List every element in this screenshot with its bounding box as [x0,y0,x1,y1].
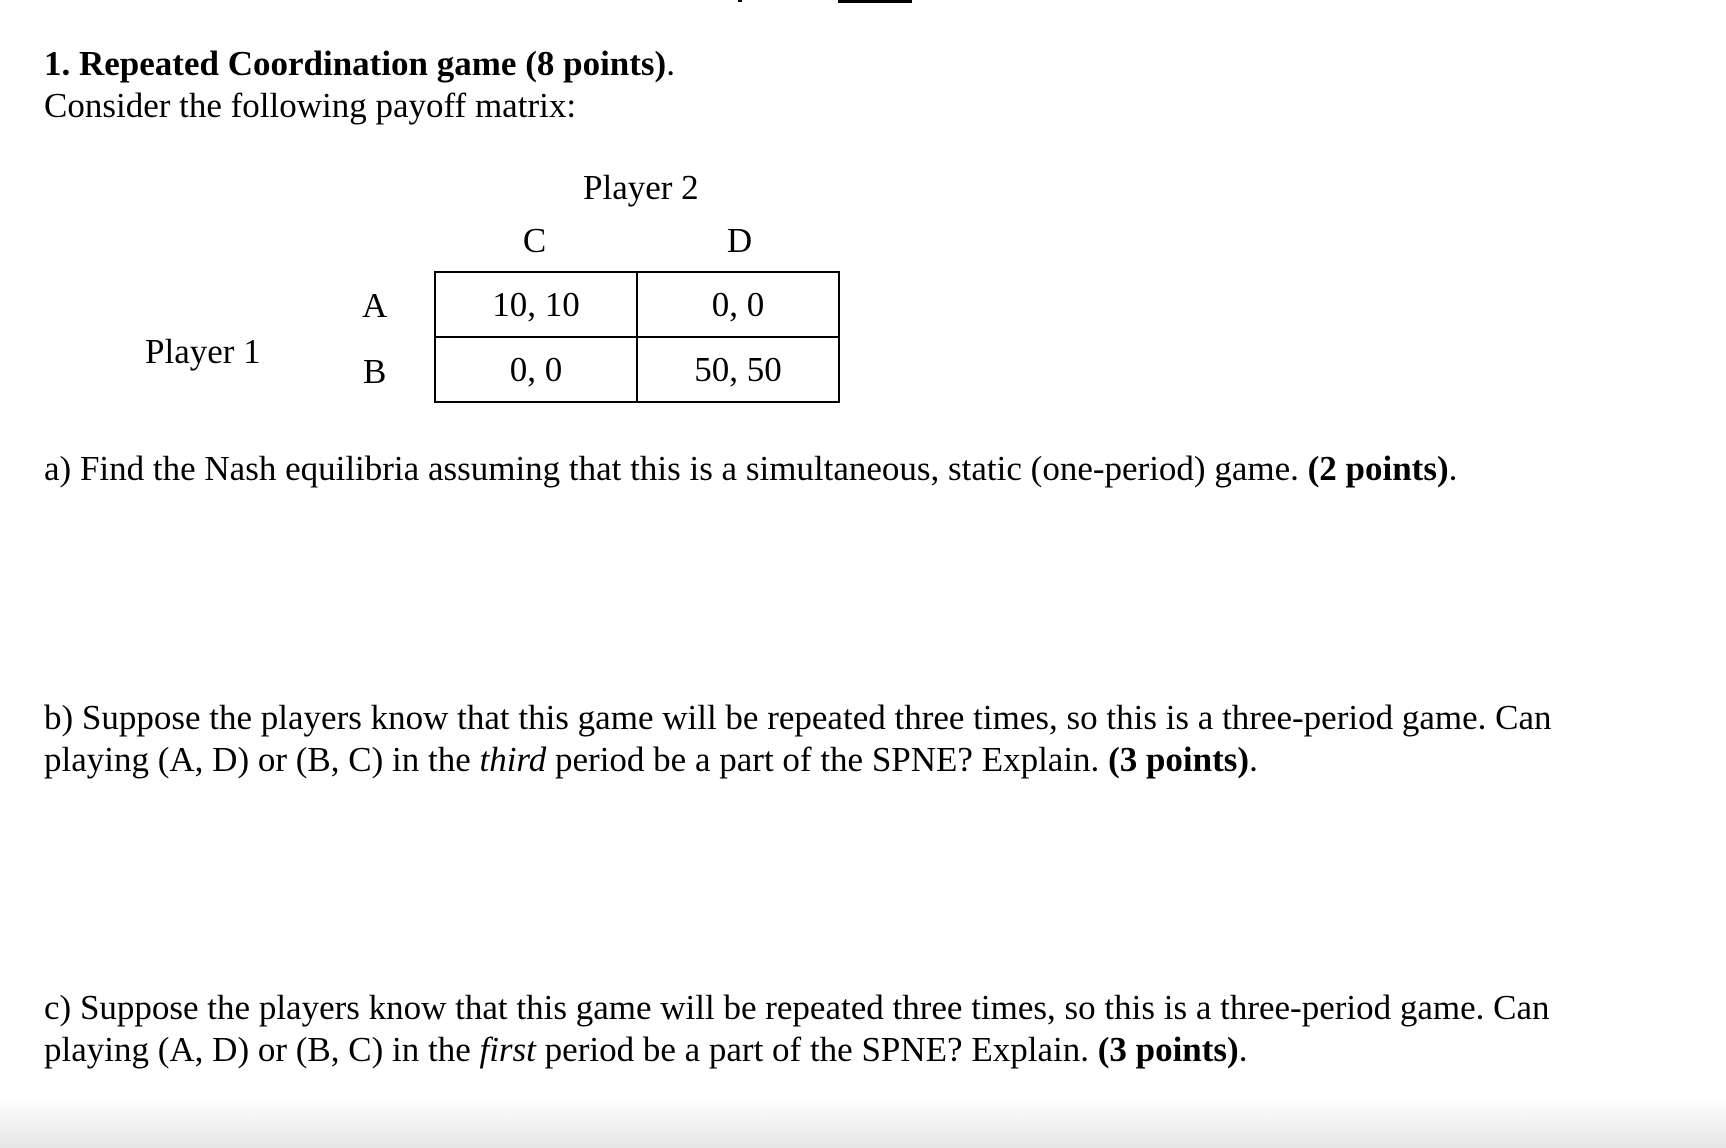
part-c-line1: c) Suppose the players know that this game will be repeated three times, so this is a three-period game. Can [44,988,1550,1027]
column-label-c: C [522,221,547,260]
row-label-a: A [362,286,388,325]
payoff-cell-a-d: 0, 0 [637,272,839,337]
question-intro: Consider the following payoff matrix: [44,86,577,125]
player1-label: Player 1 [145,332,261,371]
player2-label: Player 2 [583,168,699,207]
part-b-line2: playing (A, D) or (B, C) in the third period be a part of the SPNE? Explain. (3 points). [44,740,1258,779]
payoff-cell-b-c: 0, 0 [435,337,637,402]
page-bottom-shadow [0,1100,1726,1148]
part-b-points: (3 points) [1108,740,1250,779]
part-b-line1: b) Suppose the players know that this game will be repeated three times, so this is a three-period game. Can [44,698,1552,737]
payoff-cell-a-c: 10, 10 [435,272,637,337]
payoff-matrix [434,271,840,403]
part-c-points: (3 points) [1097,1030,1239,1069]
part-a-text: a) Find the Nash equilibria assuming that this is a simultaneous, static (one-period) game. [44,449,1308,488]
column-label-d: D [726,221,753,260]
question-title-bold: 1. Repeated Coordination game (8 points) [44,44,667,83]
payoff-cell-b-d: 50, 50 [637,337,839,402]
page-top-mark-left [738,0,742,2]
part-a: a) Find the Nash equilibria assuming that this is a simultaneous, static (one-period) game. (2 points). [44,449,1458,488]
question-title: 1. Repeated Coordination game (8 points). [44,44,675,83]
part-c-line2: playing (A, D) or (B, C) in the first period be a part of the SPNE? Explain. (3 points). [44,1030,1248,1069]
matrix-row-a [435,272,839,337]
page-top-mark-right [838,0,912,3]
matrix-row-b [435,337,839,402]
part-c-emphasis: first [479,1030,536,1069]
row-label-b: B [363,352,387,391]
part-a-points: (2 points) [1307,449,1449,488]
part-b-emphasis: third [479,740,547,779]
